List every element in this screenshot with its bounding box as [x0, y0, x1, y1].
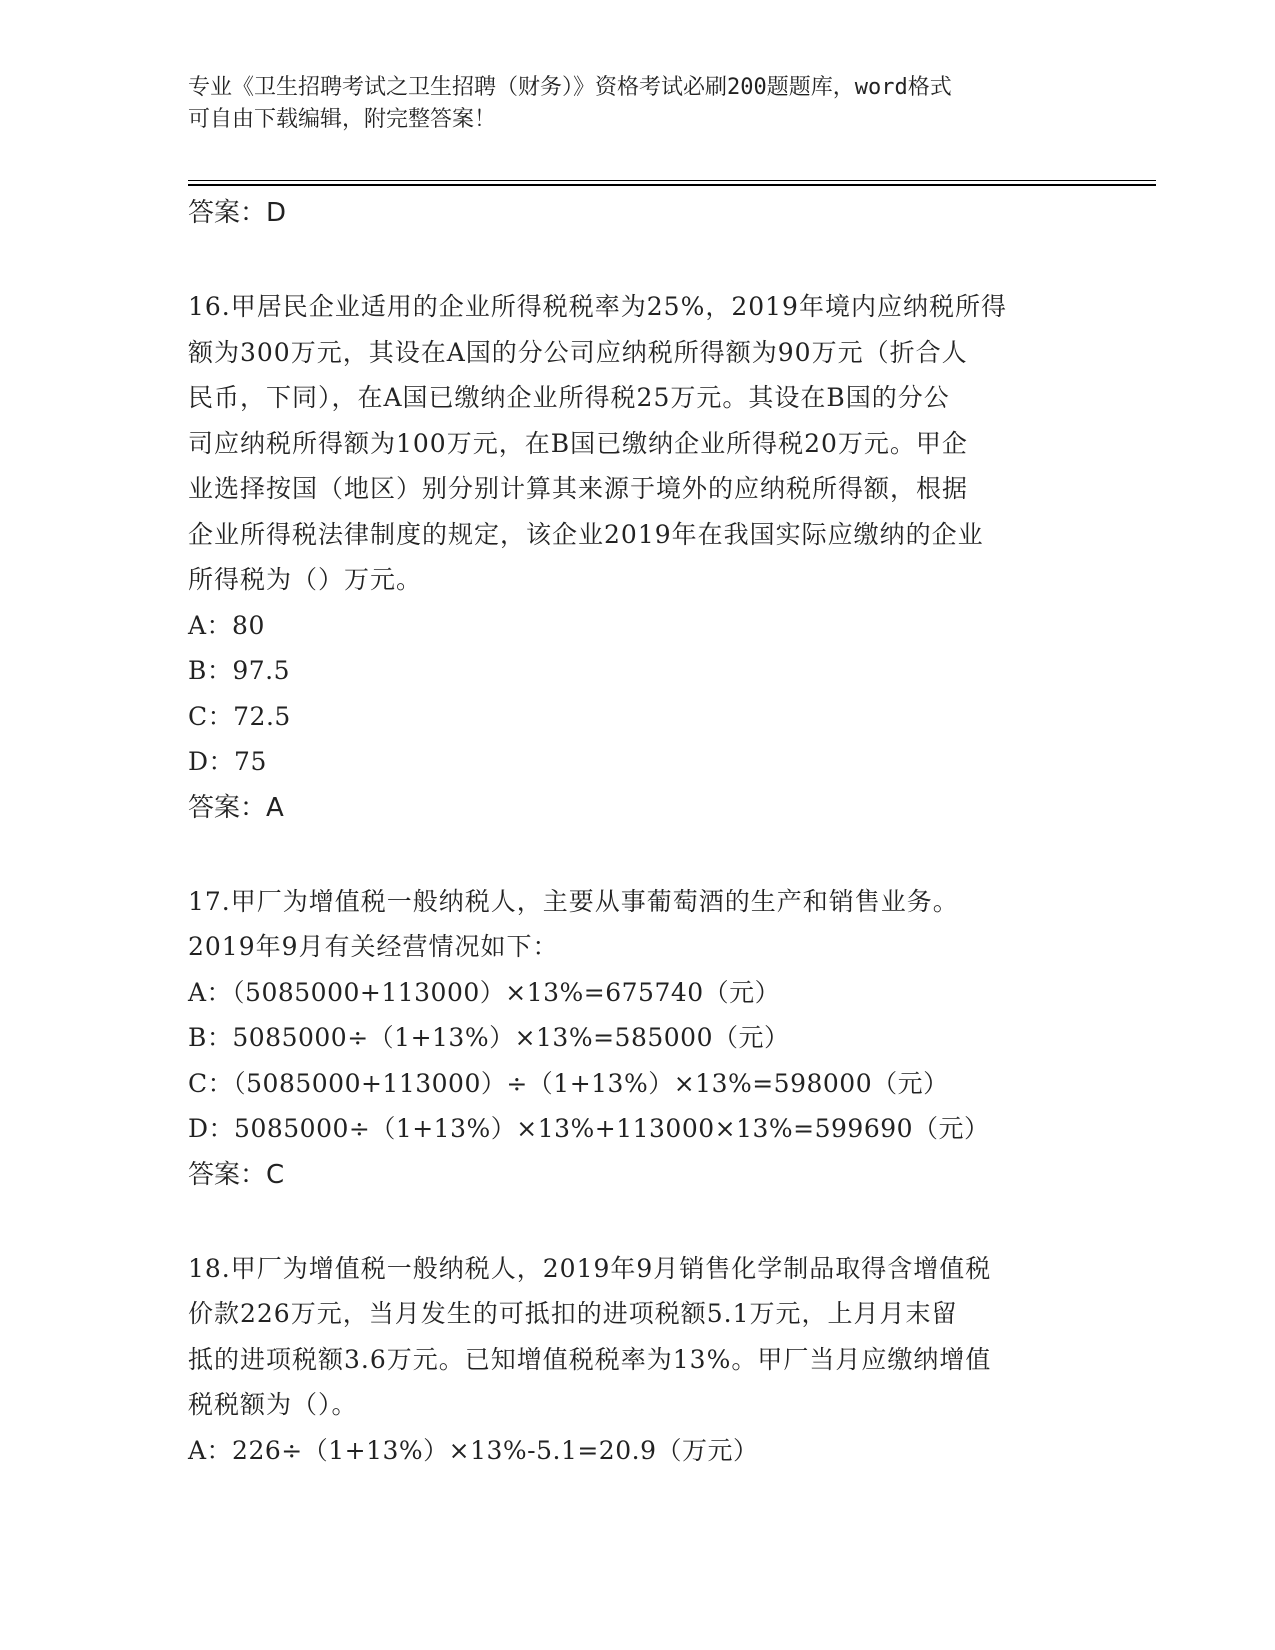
question-17 [188, 879, 1088, 1198]
option-a: A：226÷（1+13%）×13%-5.1=20.9（万元） [188, 1435, 759, 1465]
answer-line: 答案：D [188, 198, 287, 228]
stem-line: 2019年9月有关经营情况如下： [188, 932, 559, 961]
option-c: C：（5085000+113000）÷（1+13%）×13%=598000（元） [188, 1068, 949, 1098]
stem-line: 业选择按国（地区）别分别计算其来源于境外的应纳税所得额，根据 [188, 474, 969, 503]
stem-line: 18.甲厂为增值税一般纳税人，2019年9月销售化学制品取得含增值税 [188, 1253, 992, 1283]
option-d: D：5085000÷（1+13%）×13%+113000×13%=599690（元） [188, 1114, 990, 1143]
stem-line: 16.甲居民企业适用的企业所得税税率为25%，2019年境内应纳税所得 [188, 292, 1007, 321]
question-stem [188, 879, 1088, 970]
stem-line: 民币，下同），在A国已缴纳企业所得税25万元。其设在B国的分公 [188, 383, 950, 412]
option-d: D：75 [188, 747, 267, 776]
header-line-1: 专业《卫生招聘考试之卫生招聘（财务）》资格考试必刷200题题库，word格式 [188, 75, 952, 100]
stem-line: 企业所得税法律制度的规定，该企业2019年在我国实际应缴纳的企业 [188, 519, 984, 549]
document-header [188, 72, 1088, 136]
option-b: B：5085000÷（1+13%）×13%=585000（元） [188, 1023, 790, 1052]
answer-line: 答案：C [188, 1159, 285, 1190]
question-stem [188, 1246, 1088, 1428]
option-b: B：97.5 [188, 656, 291, 685]
stem-line: 司应纳税所得额为100万元，在B国已缴纳企业所得税20万元。甲企 [188, 428, 968, 458]
stem-line: 17.甲厂为增值税一般纳税人，主要从事葡萄酒的生产和销售业务。 [188, 886, 959, 916]
stem-line: 所得税为（）万元。 [188, 565, 423, 594]
stem-line: 抵的进项税额3.6万元。已知增值税税率为13%。甲厂当月应缴纳增值 [188, 1344, 992, 1374]
header-divider-thick [188, 184, 1156, 186]
option-a: A：80 [188, 610, 265, 640]
stem-line: 税税额为（）。 [188, 1390, 358, 1419]
stem-line: 价款226万元，当月发生的可抵扣的进项税额5.1万元，上月月末留 [188, 1299, 958, 1328]
document-body [188, 190, 1088, 1473]
header-line-2: 可自由下载编辑，附完整答案！ [188, 107, 497, 132]
answer-line: 答案：A [188, 792, 284, 823]
stem-line: 额为300万元，其设在A国的分公司应纳税所得额为90万元（折合人 [188, 337, 968, 367]
question-18 [188, 1246, 1088, 1474]
question-stem [188, 284, 1088, 603]
option-a: A：（5085000+113000）×13%=675740（元） [188, 977, 781, 1007]
header-divider-thin [188, 180, 1156, 181]
option-c: C：72.5 [188, 701, 291, 731]
question-16 [188, 284, 1088, 831]
